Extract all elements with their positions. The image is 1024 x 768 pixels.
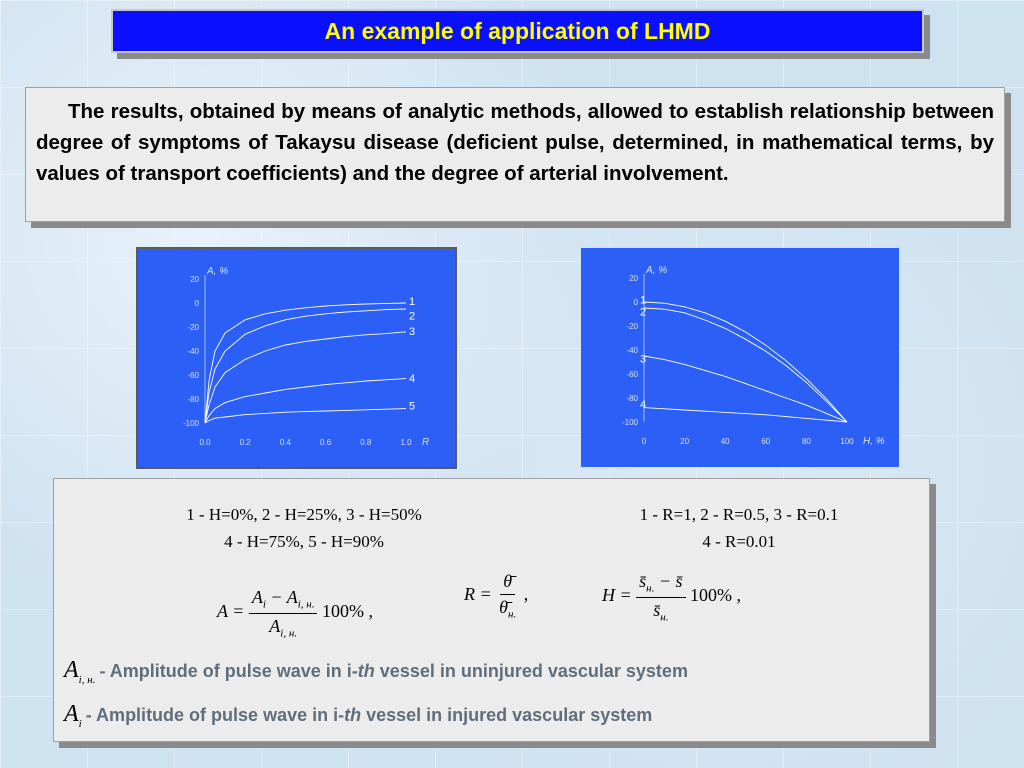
chart-right-xtick-label: 40 (720, 437, 730, 446)
chart-right-ytick-label: -20 (626, 322, 638, 331)
chart-left-xtick-label: 0.6 (320, 438, 332, 447)
intro-text-box (25, 87, 1005, 222)
chart-left-ytick-label: -80 (187, 395, 199, 404)
chart-left-xtick-label: 0.4 (279, 438, 291, 447)
intro-paragraph: The results, obtained by means of analytic methods, allowed to establish relationship between degree of symptoms of Takaysu disease (deficient pulse, determined, in mathematical terms, by values of transport coefficients) and the degree of arterial involvement. (36, 100, 994, 185)
chart-left-xlabel: R (422, 437, 430, 448)
chart-right-series-label: 2 (640, 306, 647, 319)
chart-left-series-label: 5 (409, 400, 416, 413)
chart-right-xtick-label: 0 (641, 437, 647, 446)
chart-left-svg (138, 249, 455, 467)
formula-h-lhs: H = (602, 585, 632, 606)
formula-a-tail: 100% , (321, 601, 373, 622)
chart-right-svg (581, 248, 899, 467)
chart-left-ytick-label: -40 (187, 347, 199, 356)
chart-right-ytick-label: -100 (621, 418, 638, 427)
chart-left-series-1-line (205, 303, 406, 423)
chart-amplitude-vs-h (581, 248, 899, 467)
chart-left-series-label: 4 (409, 373, 416, 385)
chart-left-series-label: 3 (409, 326, 416, 339)
chart-right-ytick-label: -80 (626, 394, 638, 403)
formula-a (217, 587, 373, 639)
chart-right-ytick-label: 0 (633, 298, 638, 307)
chart-left-series-label: 2 (409, 310, 416, 323)
chart-right-ytick-label: 20 (629, 274, 638, 283)
chart-left-xtick-label: 0.0 (199, 438, 211, 447)
formula-a-lhs: A = (217, 601, 245, 622)
legend-formula-box (53, 478, 930, 742)
slide-title: An example of application of LHMD (324, 17, 711, 44)
chart-right-ytick-label: -40 (626, 346, 638, 355)
chart-right-ytick-label: -60 (626, 370, 638, 379)
legend-right-line2: 4 - R=0.01 (702, 532, 776, 551)
formula-r-tail: , (523, 583, 529, 604)
chart-left-xtick-label: 1.0 (400, 438, 412, 447)
formula-r-lhs: R = (464, 583, 492, 604)
chart-left-xtick-label: 0.2 (239, 438, 251, 447)
chart-right-series-label: 1 (640, 294, 647, 307)
formula-r (464, 571, 528, 621)
formula-r-fraction: $\frac{\thetā}{\thetā_{н.}}$ (499, 571, 517, 621)
chart-right-xlabel: H, % (863, 436, 885, 447)
chart-right-xtick-label: 80 (801, 437, 811, 446)
formula-a-fraction: $\frac{A_i - A_{i, н.}}{A_{i, н.}}$ (249, 587, 318, 639)
chart-left-ylabel: A, % (207, 266, 229, 277)
chart-amplitude-vs-r (136, 247, 457, 469)
chart-left-ytick-label: -20 (187, 323, 199, 332)
definition-a-uninjured: $A_{i, н.}$ - Amplitude of pulse wave in i-th vessel in uninjured vascular system (64, 657, 688, 686)
chart-left-series-label: 1 (409, 296, 416, 309)
chart-right-series-label: 4 (640, 399, 647, 411)
legend-left-line1: 1 - H=0%, 2 - H=25%, 3 - H=50% (186, 505, 422, 524)
legend-left-line2: 4 - H=75%, 5 - H=90% (224, 532, 384, 551)
chart-right-series-label: 3 (640, 353, 647, 366)
chart-left-series-4-line (205, 379, 406, 423)
formula-h-fraction: $\frac{s̄_{н.} - s̄}{s̄_{н.}}$ (636, 571, 685, 623)
legend-right (564, 501, 914, 555)
chart-left-ytick-label: 0 (194, 299, 199, 308)
chart-right-xtick-label: 60 (761, 437, 771, 446)
chart-left-ytick-label: -100 (182, 419, 199, 428)
legend-right-line1: 1 - R=1, 2 - R=0.5, 3 - R=0.1 (639, 505, 839, 524)
chart-right-ylabel: A, % (646, 265, 668, 276)
formula-h (602, 571, 741, 623)
chart-left-ytick-label: 20 (190, 275, 199, 284)
chart-left-xtick-label: 0.8 (360, 438, 372, 447)
chart-left-series-5-line (205, 409, 406, 423)
chart-right-xtick-label: 20 (680, 437, 690, 446)
legend-left (114, 501, 494, 555)
chart-right-xtick-label: 100 (840, 437, 854, 446)
slide-title-bar (111, 9, 924, 53)
definition-a-injured: $A_i$ - Amplitude of pulse wave in i-th vessel in injured vascular system (64, 701, 653, 730)
formula-h-tail: 100% , (690, 585, 742, 606)
chart-right-series-2-line (644, 308, 847, 422)
chart-left-ytick-label: -60 (187, 371, 199, 380)
